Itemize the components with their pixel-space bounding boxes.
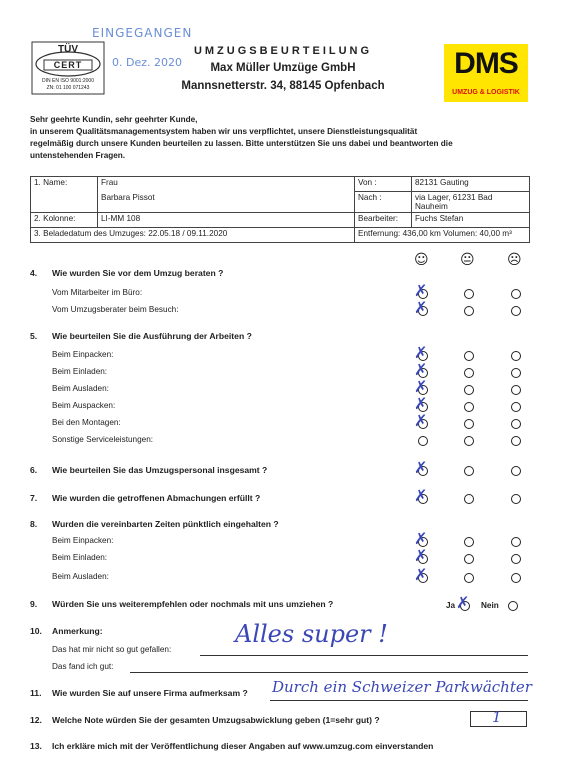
rating-radio[interactable] [464, 419, 474, 429]
no-radio[interactable] [508, 601, 518, 611]
rating-radio[interactable] [464, 436, 474, 446]
rating-radio[interactable] [464, 466, 474, 476]
distance-volume: Entfernung: 436,00 km Volumen: 40,00 m³ [355, 228, 530, 243]
company-name: Max Müller Umzüge GmbH [210, 62, 356, 74]
referral-line[interactable] [270, 700, 528, 701]
page-title: UMZUGSBEURTEILUNG [193, 45, 373, 57]
rating-radio[interactable] [464, 368, 474, 378]
customer-salutation: Frau [98, 177, 355, 192]
rating-radio[interactable] [464, 494, 474, 504]
sad-face-icon: ☹ [507, 252, 522, 268]
cross-mark-icon: ✗ [414, 377, 428, 396]
rating-radio[interactable] [464, 306, 474, 316]
question-12: Welche Note würden Sie der gesamten Umzugsabwicklung geben (1=sehr gut) ? [52, 715, 380, 725]
from-address: 82131 Gauting [412, 177, 530, 192]
cross-mark-icon: ✗ [414, 360, 428, 379]
rating-radio[interactable] [418, 436, 428, 446]
positive-remark-line[interactable] [130, 672, 528, 673]
question-13: Ich erkläre mich mit der Veröffentlichung dieser Angaben auf www.umzug.com einverstanden [52, 741, 434, 751]
customer-name: Barbara Pissot [98, 192, 355, 213]
happy-face-icon: ☺ [414, 252, 429, 268]
rating-radio[interactable] [464, 554, 474, 564]
question-4: Wie wurden Sie vor dem Umzug beraten ? [52, 268, 224, 278]
rating-radio[interactable] [464, 573, 474, 583]
rating-radio[interactable] [511, 402, 521, 412]
cross-mark-icon: ✗ [414, 343, 428, 362]
bearbeiter-value: Fuchs Stefan [412, 213, 530, 228]
rating-radio[interactable] [511, 419, 521, 429]
rating-radio[interactable] [464, 402, 474, 412]
rating-radio[interactable] [464, 537, 474, 547]
rating-radio[interactable] [464, 289, 474, 299]
cross-mark-icon: ✗ [414, 281, 428, 300]
grade-handwriting: 1 [492, 708, 502, 726]
question-9: Würden Sie uns weiterempfehlen oder nochmals mit uns umziehen ? [52, 599, 334, 609]
neutral-face-icon: 😐 [460, 252, 475, 268]
rating-radio[interactable] [511, 436, 521, 446]
dms-logo: DMS UMZUG & LOGISTIK [444, 44, 528, 102]
rating-radio[interactable] [511, 573, 521, 583]
cross-mark-icon: ✗ [414, 546, 428, 565]
rating-radio[interactable] [511, 466, 521, 476]
cross-mark-icon: ✗ [414, 458, 428, 477]
rating-radio[interactable] [511, 537, 521, 547]
yes-label: Ja [446, 601, 456, 610]
negative-remark-line[interactable] [200, 655, 528, 656]
remark-handwriting: Alles super ! [235, 620, 388, 648]
rating-radio[interactable] [511, 368, 521, 378]
rating-radio[interactable] [464, 385, 474, 395]
load-date: 3. Beladedatum des Umzuges: 22.05.18 / 09.11.2020 [31, 228, 355, 243]
cross-mark-icon: ✗ [414, 486, 428, 505]
tuv-cert-logo: TÜV CERT DIN EN ISO 9001:2000 ZN: 01 100 071243 [30, 40, 106, 96]
rating-radio[interactable] [511, 289, 521, 299]
rating-radio[interactable] [511, 554, 521, 564]
rating-radio[interactable] [511, 385, 521, 395]
question-7: Wie wurden die getroffenen Abmachungen erfüllt ? [52, 493, 261, 503]
question-10: Anmerkung: [52, 626, 103, 636]
no-label: Nein [481, 601, 499, 610]
question-6: Wie beurteilen Sie das Umzugspersonal insgesamt ? [52, 465, 268, 475]
rating-radio[interactable] [511, 306, 521, 316]
yes-checkmark-icon: ✗ [456, 593, 470, 612]
cross-mark-icon: ✗ [414, 565, 428, 584]
rating-radio[interactable] [511, 494, 521, 504]
question-5: Wie beurteilen Sie die Ausführung der Arbeiten ? [52, 331, 252, 341]
received-stamp: EINGEGANGEN [92, 26, 193, 40]
cross-mark-icon: ✗ [414, 529, 428, 548]
customer-info-table: 1. Name: Frau Von : 82131 Gauting Barbara Pissot Nach : via Lager, 61231 Bad Nauheim 2. Kolonne: LI-MM 108 Bearbeiter: Fuchs Stefan 3. Beladedatum des Umzuges: 22.05.18 / 09.11.2020 Entfernung: 436,00 km Volumen: 40,00 m³ [30, 176, 530, 243]
cross-mark-icon: ✗ [414, 394, 428, 413]
rating-radio[interactable] [511, 351, 521, 361]
kolonne-value: LI-MM 108 [98, 213, 355, 228]
received-date: 0. Dez. 2020 [112, 56, 182, 69]
question-11: Wie wurden Sie auf unsere Firma aufmerksam ? [52, 688, 248, 698]
question-8: Wurden die vereinbarten Zeiten pünktlich eingehalten ? [52, 519, 279, 529]
referral-handwriting: Durch ein Schweizer Parkwächter [272, 678, 532, 696]
company-address: Mannsnetterstr. 34, 88145 Opfenbach [181, 80, 385, 92]
rating-radio[interactable] [464, 351, 474, 361]
to-address: via Lager, 61231 Bad Nauheim [412, 192, 530, 213]
intro-text: Sehr geehrte Kundin, sehr geehrter Kunde, in unserem Qualitätsmanagementsystem haben wir uns verpflichtet, unsere Dienstleistungsqualität regelmäßig durch unsere Kunden beurteilen zu lassen. Bitte unterstützen Sie uns dabei und beantworten die untenstehenden Fragen. [30, 115, 453, 160]
cross-mark-icon: ✗ [414, 411, 428, 430]
cross-mark-icon: ✗ [414, 298, 428, 317]
